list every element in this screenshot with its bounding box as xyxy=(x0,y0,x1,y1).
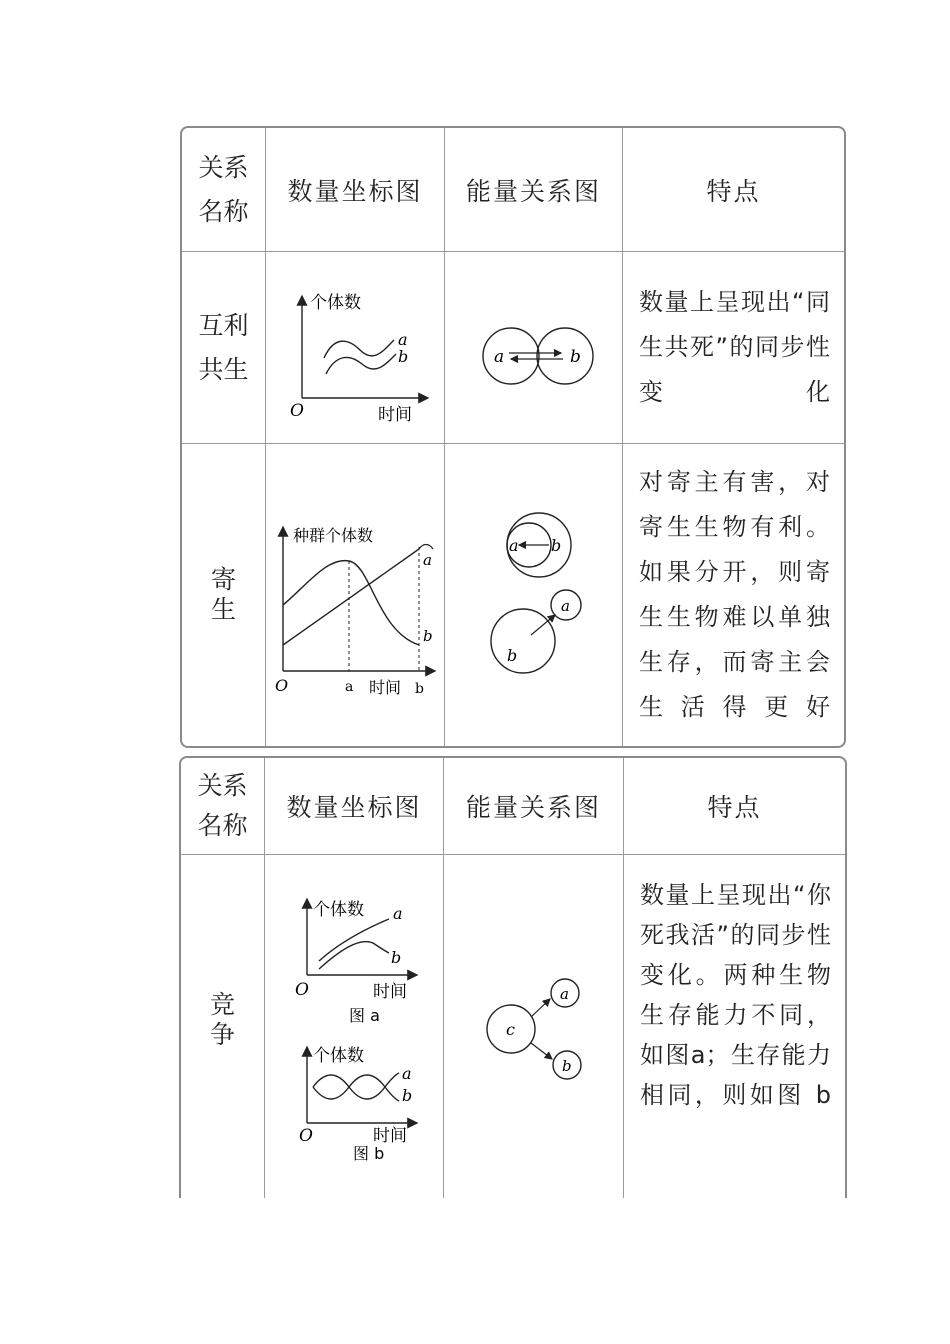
x-axis-label: 时间 xyxy=(369,678,402,697)
competition-quantity-graphs xyxy=(265,855,443,1185)
curve-a xyxy=(283,549,419,645)
curve-b-label: b xyxy=(423,627,433,645)
label-b: b xyxy=(569,346,581,367)
graph-a xyxy=(295,899,417,1025)
curve-a-label: a xyxy=(423,551,432,569)
curve-b xyxy=(326,354,396,374)
curve-a-label: a xyxy=(402,1064,412,1083)
curve-b-label: b xyxy=(398,346,409,366)
label-b: b xyxy=(561,1057,572,1075)
curve-a-label: a xyxy=(398,329,408,349)
bottom-label-b: b xyxy=(506,646,517,665)
parasitism-quantity-graph xyxy=(266,444,444,746)
label-a: a xyxy=(493,346,504,367)
header-relation-name: 关系 名称 xyxy=(197,771,248,840)
x-axis-label: 时间 xyxy=(373,1126,407,1146)
relation-table-2 xyxy=(179,756,847,1198)
caption-b: 图 b xyxy=(353,1144,385,1163)
header-quantity-graph: 数量坐标图 xyxy=(286,793,422,822)
label-c: c xyxy=(505,1020,515,1039)
mutualism-energy-diagram xyxy=(445,252,622,443)
y-axis-label: 个体数 xyxy=(313,1046,364,1066)
origin-label: O xyxy=(275,676,289,695)
row-name-competition: 竞 争 xyxy=(209,990,235,1049)
header-feature: 特点 xyxy=(707,793,762,822)
origin-label: O xyxy=(299,1126,313,1146)
curve-a xyxy=(313,1073,399,1099)
competition-feature: 数量上呈现出“你死我活”的同步性变化。两种生物生存能力不同，如图a；生存能力相同，则如图 b xyxy=(640,881,831,1109)
parasitism-feature: 对寄主有害，对寄生生物有利。如果分开，则寄生生物难以单独生存，而寄主会生活得更好 xyxy=(639,468,830,721)
y-axis-label: 个体数 xyxy=(310,292,361,313)
y-axis-label: 种群个体数 xyxy=(293,526,374,545)
relation-table-1 xyxy=(180,126,846,748)
curve-b-label: b xyxy=(402,1086,413,1105)
x-axis-label: 时间 xyxy=(378,404,412,425)
curve-b-label: b xyxy=(391,948,402,967)
curve-a xyxy=(324,340,394,358)
circle-a xyxy=(483,328,539,384)
circle-b-host xyxy=(491,609,555,673)
competition-energy-diagram xyxy=(444,855,623,1185)
top-label-b: b xyxy=(550,536,561,555)
header-energy-graph: 能量关系图 xyxy=(465,176,601,206)
curve-a-label: a xyxy=(393,904,403,923)
parasitism-energy-diagram xyxy=(445,444,622,746)
row-name-parasitism: 寄 生 xyxy=(210,565,236,624)
origin-label: O xyxy=(290,400,304,421)
tick-b: b xyxy=(415,681,424,697)
curve-b-host xyxy=(283,561,419,645)
arrow-c-to-a xyxy=(531,999,550,1017)
header-energy-graph: 能量关系图 xyxy=(465,793,601,822)
bottom-label-a: a xyxy=(560,597,570,615)
origin-label: O xyxy=(295,980,309,1000)
x-axis-label: 时间 xyxy=(373,982,407,1002)
curve-a-tail xyxy=(419,545,433,550)
mutualism-feature: 数量上呈现出“同生共死”的同步性变化 xyxy=(639,288,830,406)
graph-b xyxy=(299,1046,417,1163)
circle-b xyxy=(537,328,593,384)
mutualism-quantity-graph xyxy=(266,252,444,443)
header-feature: 特点 xyxy=(706,176,761,206)
tick-a: a xyxy=(345,679,354,695)
arrow-c-to-b xyxy=(531,1043,552,1059)
y-axis-label: 个体数 xyxy=(313,900,364,920)
caption-a: 图 a xyxy=(349,1006,380,1025)
curve-b xyxy=(313,1075,399,1101)
top-label-a: a xyxy=(508,536,519,555)
label-a: a xyxy=(559,985,569,1003)
header-relation-name: 关系 名称 xyxy=(198,152,249,226)
row-name-mutualism: 互利 共生 xyxy=(198,310,249,384)
curve-b xyxy=(319,942,389,969)
header-quantity-graph: 数量坐标图 xyxy=(287,176,423,206)
curve-a xyxy=(319,919,389,961)
